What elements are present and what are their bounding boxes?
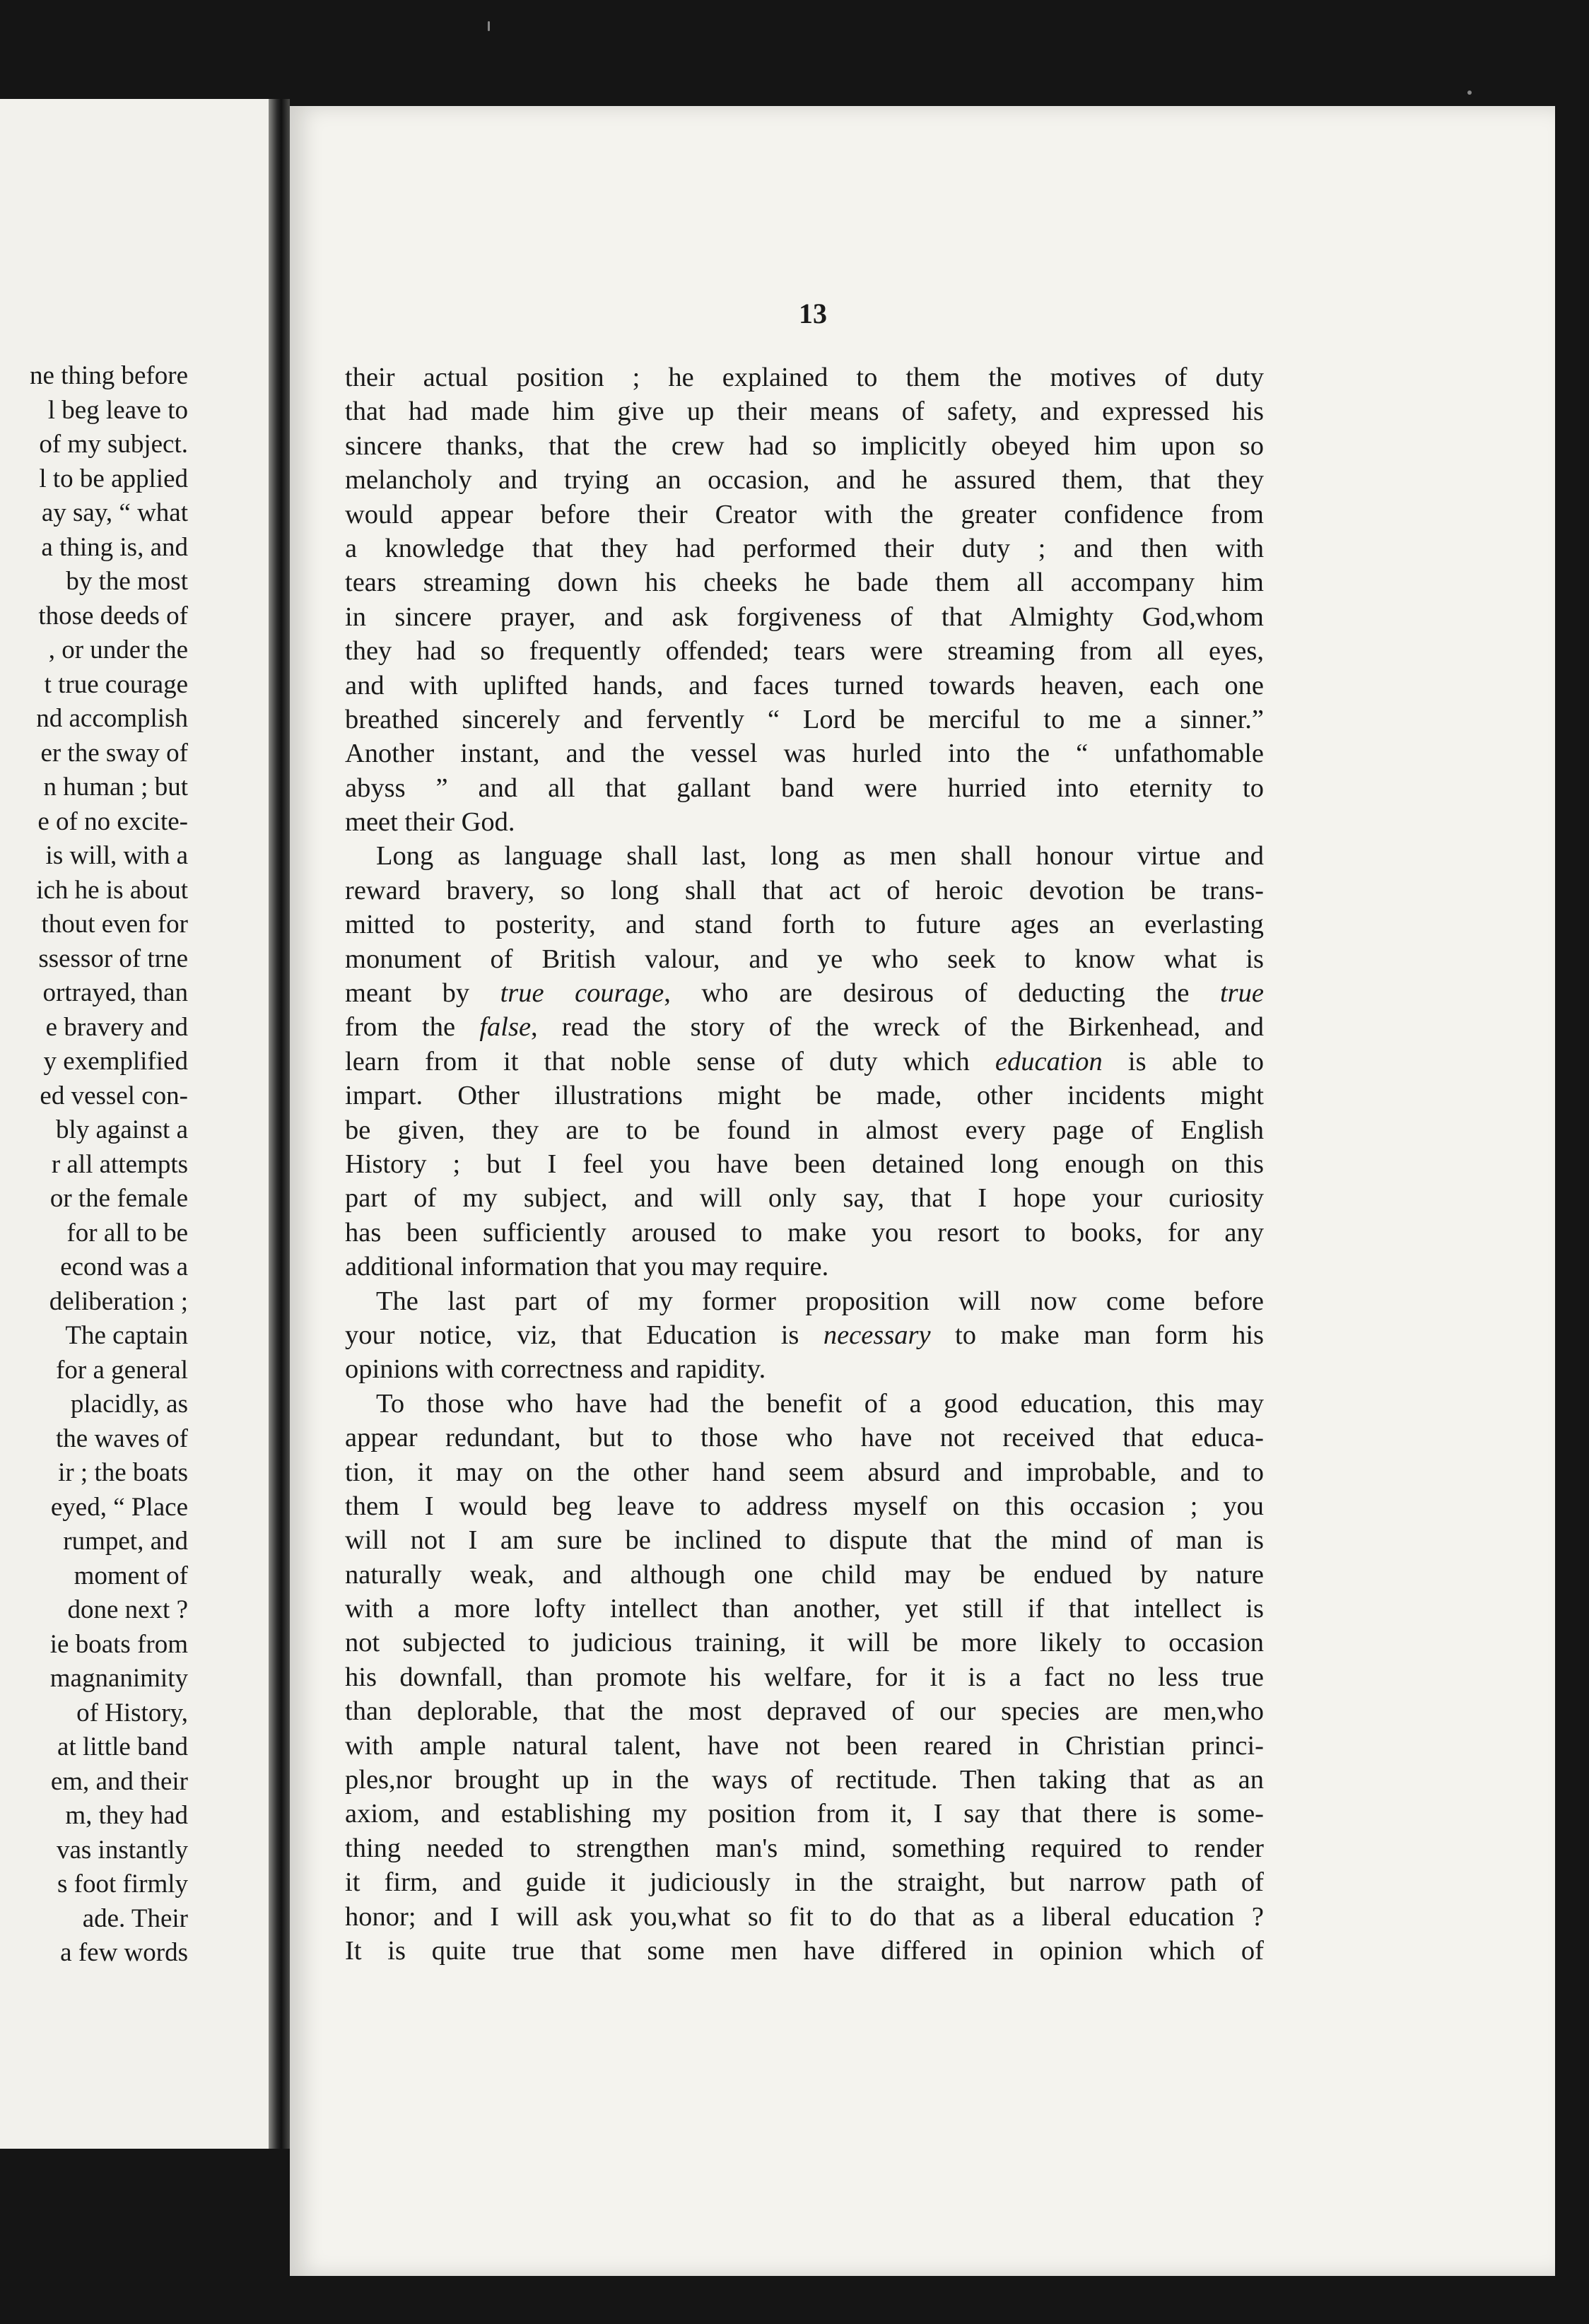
- text-line: and with uplifted hands, and faces turned towards heaven, each one: [345, 670, 1264, 700]
- text-line: It is quite true that some men have differed in opinion which of: [345, 1935, 1264, 1966]
- left-page-line: ade. Their: [82, 1903, 188, 1933]
- text-line: impart. Other illustrations might be made, other incidents might: [345, 1081, 1264, 1111]
- left-page-line: a few words: [60, 1938, 188, 1967]
- left-page-line: ortrayed, than: [42, 978, 188, 1007]
- text-line: abyss ” and all that gallant band were hurried into eternity to: [345, 773, 1264, 803]
- text-line: opinions with correctness and rapidity.: [345, 1354, 766, 1385]
- text-line: will not I am sure be inclined to dispute that the mind of man is: [345, 1525, 1264, 1556]
- text-line: it firm, and guide it judiciously in the straight, but narrow path of: [345, 1867, 1264, 1898]
- body-text: [345, 360, 1264, 1968]
- left-page-line: for a general: [56, 1355, 188, 1385]
- left-page-line: econd was a: [60, 1252, 188, 1281]
- text-line: them I would beg leave to address myself on this occasion ; you: [345, 1491, 1264, 1521]
- text-line: breathed sincerely and fervently “ Lord be merciful to me a sinner.”: [345, 704, 1264, 734]
- left-page-line: m, they had: [65, 1801, 188, 1830]
- text-line: learn from it that noble sense of duty which education is able to: [345, 1046, 1264, 1076]
- left-page-line: er the sway of: [40, 738, 188, 768]
- left-page-line: magnanimity: [49, 1664, 188, 1693]
- text-line: axiom, and establishing my position from it, I say that there is some-: [345, 1799, 1264, 1829]
- left-page-line: for all to be: [66, 1218, 188, 1248]
- text-line: with ample natural talent, have not been reared in Christian princi-: [345, 1730, 1264, 1761]
- left-page-line: ir ; the boats: [58, 1458, 188, 1487]
- text-line: their actual position ; he explained to them the motives of duty: [345, 363, 1264, 392]
- text-line: not subjected to judicious training, it will be more likely to occasion: [345, 1628, 1264, 1658]
- text-line: Long as language shall last, long as men shall honour virtue and: [376, 841, 1264, 872]
- text-line: that had made him give up their means of safety, and expressed his: [345, 397, 1264, 427]
- text-line: thing needed to strengthen man's mind, something required to render: [345, 1833, 1264, 1863]
- text-line: To those who have had the benefit of a good education, this may: [376, 1388, 1264, 1419]
- text-line: meant by true courage, who are desirous of deducting the true: [345, 978, 1264, 1009]
- text-line: a knowledge that they had performed their duty ; and then with: [345, 533, 1264, 563]
- text-line: with a more lofty intellect than another, yet still if that intellect is: [345, 1594, 1264, 1624]
- text-line: your notice, viz, that Education is necessary to make man form his: [345, 1320, 1264, 1350]
- page-number: 13: [799, 298, 827, 329]
- left-page-line: bly against a: [55, 1115, 188, 1144]
- text-line: naturally weak, and although one child may be endued by nature: [345, 1559, 1264, 1590]
- text-line: monument of British valour, and ye who seek to know what is: [345, 944, 1264, 974]
- left-page-line: by the most: [66, 567, 188, 596]
- left-page-line: l beg leave to: [47, 395, 188, 425]
- left-page-line: a thing is, and: [41, 532, 188, 562]
- left-page-line: , or under the: [48, 635, 188, 664]
- left-page-line: r all attempts: [51, 1149, 188, 1179]
- left-page-line: the waves of: [56, 1424, 188, 1453]
- text-line: his downfall, than promote his welfare, for it is a fact no less true: [345, 1662, 1264, 1692]
- text-line: appear redundant, but to those who have not received that educa-: [345, 1423, 1264, 1453]
- left-page-line: y exemplified: [43, 1047, 188, 1076]
- text-line: additional information that you may require.: [345, 1252, 829, 1282]
- left-page-line: moment of: [74, 1561, 188, 1590]
- text-line: tears streaming down his cheeks he bade them all accompany him: [345, 568, 1264, 598]
- left-page-line: of History,: [76, 1698, 188, 1727]
- left-page-line: or the female: [49, 1184, 188, 1213]
- text-line: honor; and I will ask you,what so fit to do that as a liberal education ?: [345, 1901, 1264, 1932]
- left-page-line: placidly, as: [70, 1390, 188, 1419]
- left-page-line: vas instantly: [56, 1835, 188, 1865]
- left-page-line: n human ; but: [43, 773, 188, 802]
- left-page-line: those deeds of: [38, 601, 188, 630]
- text-line: sincere thanks, that the crew had so implicitly obeyed him upon so: [345, 430, 1264, 461]
- text-line: than deplorable, that the most depraved of our species are men,who: [345, 1696, 1264, 1727]
- book-gutter: [269, 99, 290, 2149]
- left-page-line: s foot firmly: [57, 1870, 188, 1898]
- left-page-line: done next ?: [67, 1595, 188, 1624]
- text-line: would appear before their Creator with the greater confidence from: [345, 499, 1264, 529]
- left-page-line: ich he is about: [36, 875, 188, 905]
- left-page-line: t true courage: [44, 669, 188, 699]
- text-line: reward bravery, so long shall that act of heroic devotion be trans-: [345, 875, 1264, 905]
- scan-speck: [488, 21, 490, 31]
- left-page-line: ne thing before: [30, 361, 188, 390]
- left-page-line: nd accomplish: [36, 704, 188, 733]
- text-line: History ; but I feel you have been detained long enough on this: [345, 1149, 1264, 1179]
- left-page: [0, 99, 269, 2149]
- left-page-text: [0, 359, 188, 1971]
- text-line: in sincere prayer, and ask forgiveness of that Almighty God,whom: [345, 601, 1264, 632]
- text-line: from the false, read the story of the wreck of the Birkenhead, and: [345, 1012, 1264, 1043]
- text-line: meet their God.: [345, 807, 515, 838]
- left-page-line: eyed, “ Place: [50, 1492, 188, 1522]
- left-page-line: of my subject.: [39, 430, 188, 459]
- left-page-line: em, and their: [50, 1766, 188, 1796]
- scan-speck: [1467, 90, 1472, 95]
- left-page-line: e bravery and: [45, 1012, 188, 1042]
- left-page-line: ie boats from: [49, 1629, 188, 1659]
- left-page-line: ed vessel con-: [40, 1081, 188, 1110]
- left-page-line: is will, with a: [45, 841, 188, 870]
- text-line: be given, they are to be found in almost every page of English: [345, 1115, 1264, 1145]
- left-page-line: at little band: [57, 1732, 188, 1761]
- text-line: part of my subject, and will only say, that I hope your curiosity: [345, 1183, 1264, 1214]
- left-page-line: l to be applied: [39, 464, 188, 493]
- left-page-line: e of no excite-: [37, 806, 188, 836]
- left-page-line: The captain: [65, 1321, 188, 1350]
- left-page-line: deliberation ;: [49, 1286, 188, 1316]
- text-line: melancholy and trying an occasion, and he assured them, that they: [345, 465, 1264, 495]
- text-line: they had so frequently offended; tears were streaming from all eyes,: [345, 636, 1264, 667]
- text-line: ples,nor brought up in the ways of rectitude. Then taking that as an: [345, 1765, 1264, 1795]
- left-page-line: ssessor of trne: [38, 944, 188, 973]
- text-line: tion, it may on the other hand seem absurd and improbable, and to: [345, 1457, 1264, 1487]
- text-line: Another instant, and the vessel was hurled into the “ unfathomable: [345, 739, 1264, 769]
- left-page-line: rumpet, and: [63, 1527, 188, 1556]
- text-line: has been sufficiently aroused to make you resort to books, for any: [345, 1217, 1264, 1248]
- text-line: The last part of my former proposition will now come before: [376, 1286, 1264, 1316]
- left-page-line: thout even for: [41, 910, 188, 939]
- left-page-line: ay say, “ what: [41, 498, 188, 527]
- text-line: mitted to posterity, and stand forth to future ages an everlasting: [345, 910, 1264, 940]
